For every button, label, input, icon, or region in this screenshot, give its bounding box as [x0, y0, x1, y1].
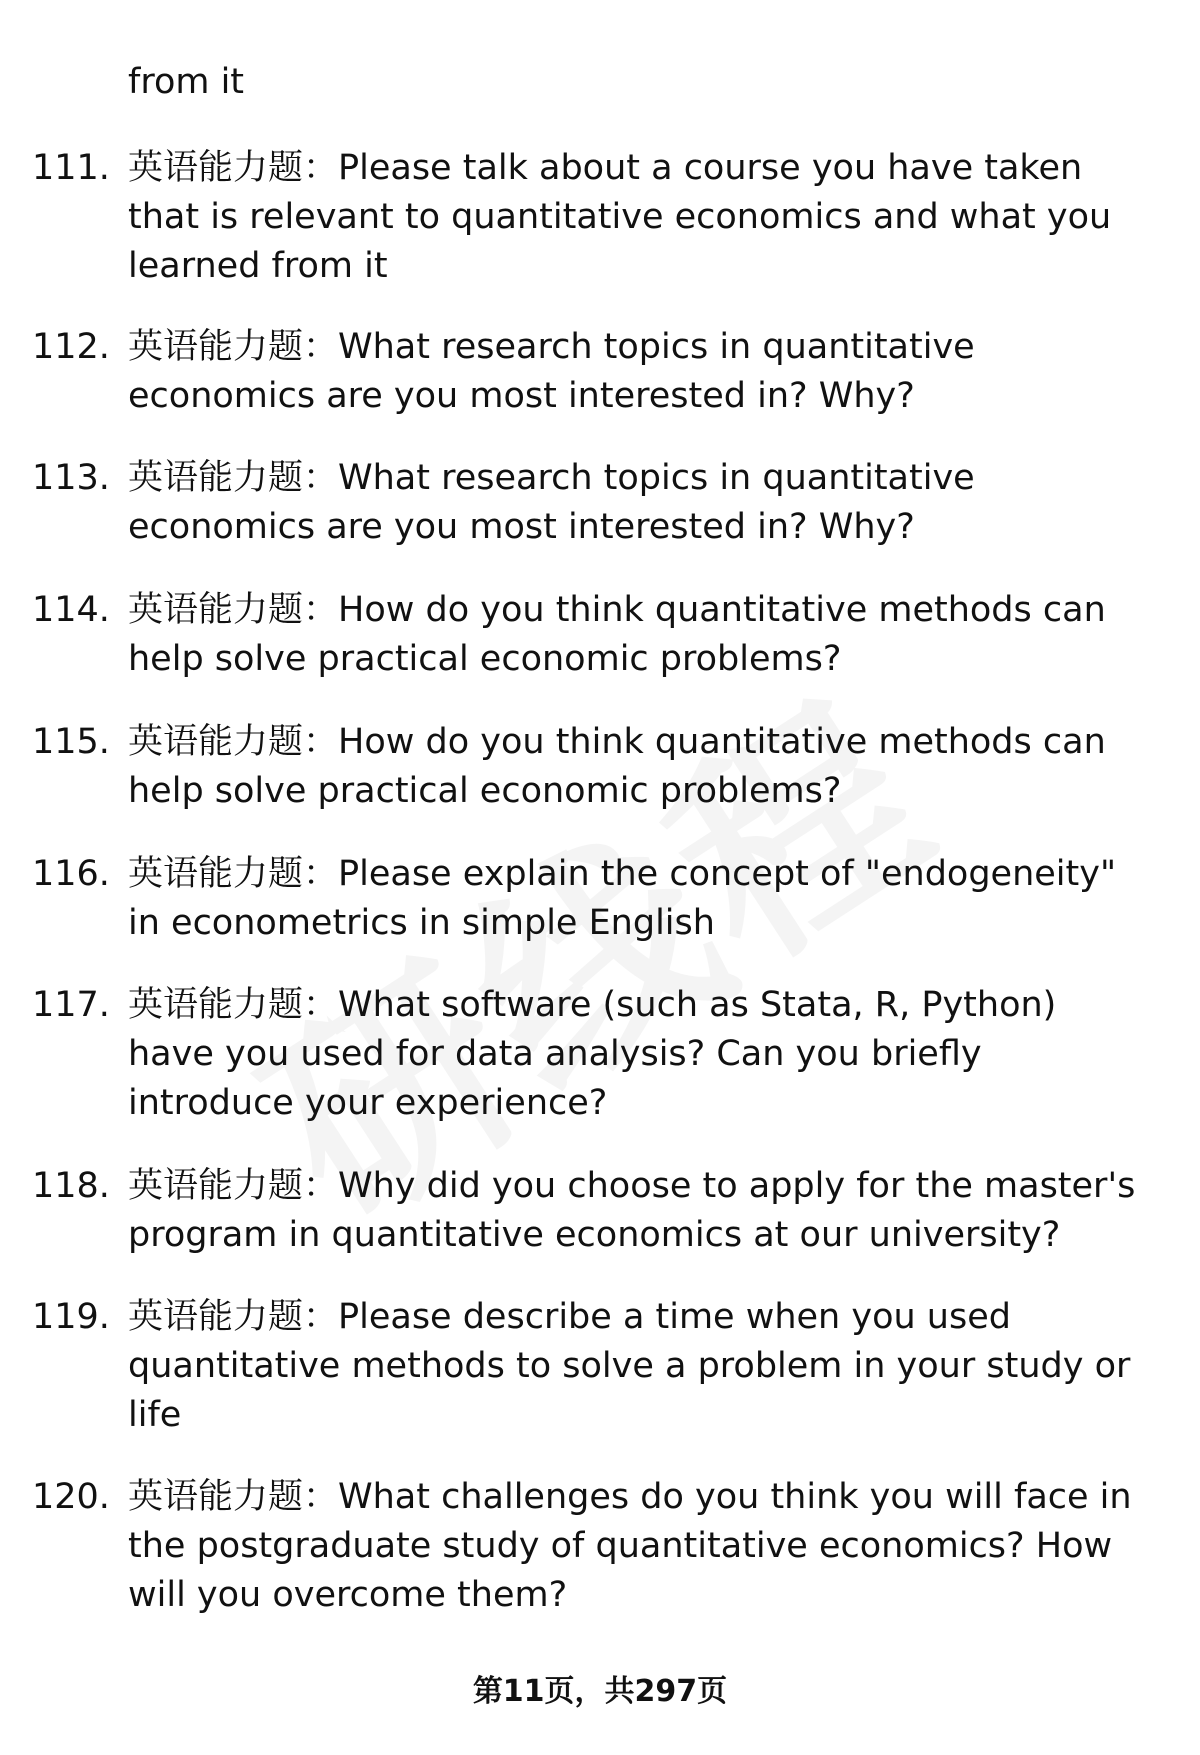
question-prefix: 英语能力题： — [128, 148, 339, 188]
question-prefix: 英语能力题： — [128, 1477, 339, 1517]
question-number: 114. — [32, 590, 110, 630]
question-number: 117. — [32, 985, 110, 1025]
question-text: Please talk about a course you have taken that is relevant to quantitative economics and what you learned from it — [128, 148, 1112, 286]
question-number: 113. — [32, 458, 110, 498]
question-body — [128, 1162, 1148, 1260]
question-text: Why did you choose to apply for the master's program in quantitative economics at our university? — [128, 1166, 1136, 1255]
question-text: Please describe a time when you used quantitative methods to solve a problem in your study or life — [128, 1297, 1131, 1435]
question-body — [128, 1293, 1148, 1440]
question-number: 115. — [32, 722, 110, 762]
page-footer: 第11页，共297页 — [472, 1674, 728, 1709]
question-body — [128, 323, 1148, 421]
question-prefix: 英语能力题： — [128, 1166, 339, 1206]
question-body — [128, 586, 1148, 684]
question-prefix: 英语能力题： — [128, 985, 339, 1025]
question-body — [128, 144, 1148, 291]
question-prefix: 英语能力题： — [128, 327, 339, 367]
question-prefix: 英语能力题： — [128, 854, 339, 894]
question-prefix: 英语能力题： — [128, 722, 339, 762]
question-text: What challenges do you think you will face in the postgraduate study of quantitative economics? How will you overcome them? — [128, 1477, 1132, 1615]
question-body — [128, 1473, 1148, 1620]
question-text: How do you think quantitative methods can help solve practical economic problems? — [128, 590, 1106, 679]
question-number: 120. — [32, 1477, 110, 1517]
continuation-text: from it — [128, 62, 245, 102]
question-text: What research topics in quantitative economics are you most interested in? Why? — [128, 327, 975, 416]
question-text: What software (such as Stata, R, Python) have you used for data analysis? Can you briefly introduce your experience? — [128, 985, 1057, 1123]
question-number: 112. — [32, 327, 110, 367]
question-number: 119. — [32, 1297, 110, 1337]
question-text: What research topics in quantitative economics are you most interested in? Why? — [128, 458, 975, 547]
question-number: 116. — [32, 854, 110, 894]
question-number: 111. — [32, 148, 110, 188]
question-body — [128, 718, 1148, 816]
question-prefix: 英语能力题： — [128, 458, 339, 498]
question-text: Please explain the concept of "endogeneity" in econometrics in simple English — [128, 854, 1117, 943]
question-body — [128, 454, 1148, 552]
question-body — [128, 850, 1148, 948]
question-number: 118. — [32, 1166, 110, 1206]
question-text: How do you think quantitative methods can help solve practical economic problems? — [128, 722, 1106, 811]
question-prefix: 英语能力题： — [128, 590, 339, 630]
question-body — [128, 981, 1148, 1128]
question-prefix: 英语能力题： — [128, 1297, 339, 1337]
